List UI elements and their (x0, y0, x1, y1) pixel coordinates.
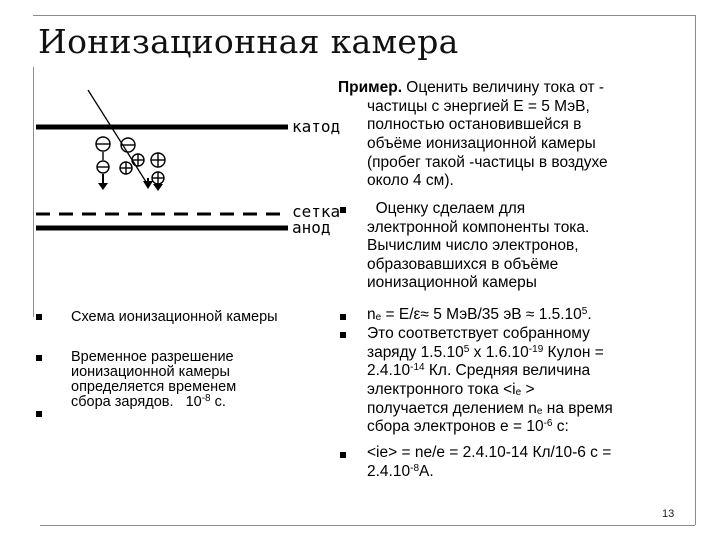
text-line: объёме ионизационной камеры (367, 135, 596, 152)
formula-line (367, 381, 535, 400)
formula-line (367, 344, 604, 363)
superscript: -8 (410, 463, 420, 474)
grid-label: сетка (292, 202, 341, 221)
superscript: -6 (543, 418, 553, 429)
text-fragment: х 1.6.10 (469, 344, 529, 361)
bullet-icon (340, 207, 346, 213)
bullet-icon (36, 411, 42, 417)
text-fragment: 2.4.10 (367, 463, 411, 480)
text-line: около 4 см). (367, 172, 454, 189)
example-line (338, 79, 604, 98)
bullet-icon (340, 332, 346, 338)
text-fragment: = Е/ε≈ 5 МэВ/35 эВ ≈ 1.5.10 (381, 306, 582, 323)
text-line: (пробег такой -частицы в воздухе (367, 154, 608, 171)
slide-frame-bottom (40, 525, 695, 526)
resolution-line: ионизационной камеры (71, 364, 230, 380)
formula-line (367, 400, 613, 419)
particle-track (88, 90, 148, 185)
text-line: образовавшихся в объёме (367, 256, 559, 273)
text-line: ионизационной камеры (367, 274, 537, 291)
text-fragment: Оценить величину тока от - (402, 79, 605, 96)
superscript: 5 (463, 344, 470, 355)
resolution-line: определяется временем (71, 379, 237, 395)
text-line: частицы с энергией Е = 5 МэВ, (367, 98, 590, 115)
text-fragment: n (367, 306, 376, 323)
resolution-unit: с. (210, 394, 226, 410)
bullet-icon (340, 452, 346, 458)
text-fragment: > (521, 381, 535, 398)
text-fragment: сбора электронов e = 10 (367, 418, 544, 435)
example-label: Пример. (338, 79, 402, 96)
bullet-icon (340, 314, 346, 320)
diagram-caption: Схема ионизационной камеры (71, 309, 278, 325)
resolution-text (71, 350, 236, 410)
formula-line (367, 463, 434, 482)
anode-label: анод (292, 218, 331, 237)
text-fragment: электронного тока <i (367, 381, 516, 398)
text-fragment: Кулон = (543, 344, 604, 361)
text-fragment: А. (419, 463, 434, 480)
resolution-line: Временное разрешение (71, 349, 234, 365)
ionization-chamber-diagram (30, 88, 360, 248)
text-line: Оценку сделаем для (367, 200, 526, 217)
formula-line: <ie> = ne/e = 2.4.10-14 Кл/10-6 с = (367, 444, 612, 461)
text-line: электронной компоненты тока. (367, 219, 590, 236)
superscript: -14 (410, 362, 425, 373)
text-fragment: на время (542, 400, 613, 417)
subscript: e (536, 406, 543, 417)
subscript: e (375, 312, 382, 323)
formula-line (367, 306, 592, 325)
resolution-exponent: -8 (201, 393, 211, 404)
ion-pair-4 (152, 172, 164, 184)
ion-pair-1 (96, 137, 110, 173)
cathode-label: катод (292, 117, 341, 136)
text-fragment: 2.4.10 (367, 362, 411, 379)
formula-line (367, 362, 590, 381)
ion-pair-3 (132, 153, 165, 167)
text-fragment: . (587, 306, 592, 323)
text-line: полностью остановившейся в (367, 116, 582, 133)
superscript: 5 (581, 306, 588, 317)
text-fragment: Кл. Средняя величина (424, 362, 591, 379)
subscript: e (515, 387, 522, 398)
bullet-icon (36, 314, 42, 320)
text-fragment: получается делением n (367, 400, 537, 417)
resolution-line (71, 395, 236, 410)
superscript: -19 (528, 344, 544, 355)
slide-frame-top (33, 15, 695, 16)
text-line: Это соответствует собранному (367, 325, 590, 342)
text-line: Вычислим число электронов, (367, 237, 579, 254)
page-number: 13 (662, 508, 675, 520)
formula-line (367, 418, 569, 437)
slide-frame-right (695, 15, 696, 525)
resolution-fragment: сбора зарядов. 10 (71, 394, 202, 410)
bullet-icon (36, 355, 42, 361)
text-fragment: с: (552, 418, 569, 435)
text-fragment: заряду 1.5.10 (367, 344, 464, 361)
slide-title: Ионизационная камера (38, 22, 459, 61)
